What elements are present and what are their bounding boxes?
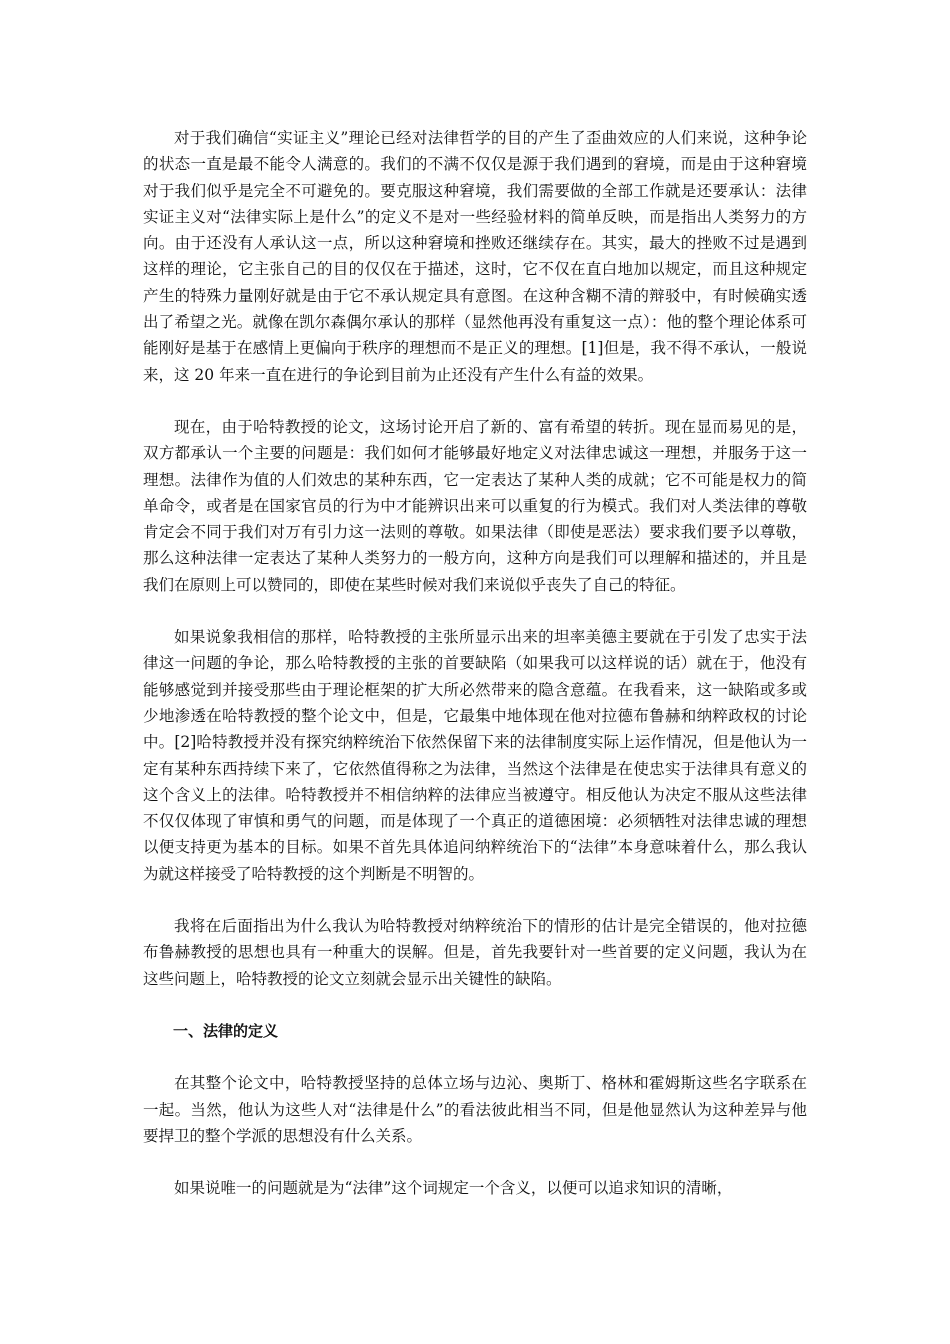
document-body (143, 125, 807, 1201)
paragraph: 我将在后面指出为什么我认为哈特教授对纳粹统治下的情形的估计是完全错误的，他对拉德布鲁赫教授的思想也具有一种重大的误解。但是，首先我要针对一些首要的定义问题，我认为在这些问题上，哈特教授的论文立刻就会显示出关键性的缺陷。 (143, 917, 807, 988)
paragraph: 对于我们确信“实证主义”理论已经对法律哲学的目的产生了歪曲效应的人们来说，这种争论的状态一直是最不能令人满意的。我们的不满不仅仅是源于我们遇到的窘境，而是由于这种窘境对于我们似乎是完全不可避免的。要克服这种窘境，我们需要做的全部工作就是还要承认：法律实证主义对“法律实际上是什么”的定义不是对一些经验材料的简单反映，而是指出人类努力的方向。由于还没有人承认这一点，所以这种窘境和挫败还继续存在。其实，最大的挫败不过是遇到这样的理论，它主张自己的目的仅仅在于描述，这时，它不仅在直白地加以规定，而且这种规定产生的特殊力量刚好就是由于它不承认规定具有意图。在这种含糊不清的辩驳中，有时候确实透出了希望之光。就像在凯尔森偶尔承认的那样（显然他再没有重复这一点）：他的整个理论体系可能刚好是基于在感情上更偏向于秩序的理想而不是正义的理想。[1]但是，我不得不承认，一般说来，这 20 年来一直在进行的争论到目前为止还没有产生什么有益的效果。 (143, 129, 807, 384)
section-heading: 一、法律的定义 (173, 1021, 279, 1040)
paragraph: 如果说象我相信的那样，哈特教授的主张所显示出来的坦率美德主要就在于引发了忠实于法律这一问题的争论，那么哈特教授的主张的首要缺陷（如果我可以这样说的话）就在于，他没有能够感觉到并接受那些由于理论框架的扩大所必然带来的隐含意蕴。在我看来，这一缺陷或多或少地渗透在哈特教授的整个论文中，但是，它最集中地体现在他对拉德布鲁赫和纳粹政权的讨论中。[2]哈特教授并没有探究纳粹统治下依然保留下来的法律制度实际上运作情况，但是他认为一定有某种东西持续下来了，它依然值得称之为法律，当然这个法律是在使忠实于法律具有意义的这个含义上的法律。哈特教授并不相信纳粹的法律应当被遵守。相反他认为决定不服从这些法律不仅仅体现了审慎和勇气的问题，而是体现了一个真正的道德困境：必须牺牲对法律忠诚的理想以便支持更为基本的目标。如果不首先具体追问纳粹统治下的“法律”本身意味着什么，那么我认为就这样接受了哈特教授的这个判断是不明智的。 (143, 628, 807, 883)
paragraph: 在其整个论文中，哈特教授坚持的总体立场与边沁、奥斯丁、格林和霍姆斯这些名字联系在一起。当然，他认为这些人对“法律是什么”的看法彼此相当不同，但是他显然认为这种差异与他要捍卫的整个学派的思想没有什么关系。 (143, 1074, 807, 1145)
paragraph: 如果说唯一的问题就是为“法律”这个词规定一个含义，以便可以追求知识的清晰， (174, 1179, 733, 1198)
paragraph: 现在，由于哈特教授的论文，这场讨论开启了新的、富有希望的转折。现在显而易见的是，双方都承认一个主要的问题是：我们如何才能够最好地定义对法律忠诚这一理想，并服务于这一理想。法律作为值的人们效忠的某种东西，它一定表达了某种人类的成就；它不可能是权力的简单命令，或者是在国家官员的行为中才能辨识出来可以重复的行为模式。我们对人类法律的尊敬肯定会不同于我们对万有引力这一法则的尊敬。如果法律（即使是恶法）要求我们要予以尊敬，那么这种法律一定表达了某种人类努力的一般方向，这种方向是我们可以理解和描述的，并且是我们在原则上可以赞同的，即使在某些时候对我们来说似乎丧失了自己的特征。 (143, 417, 807, 594)
